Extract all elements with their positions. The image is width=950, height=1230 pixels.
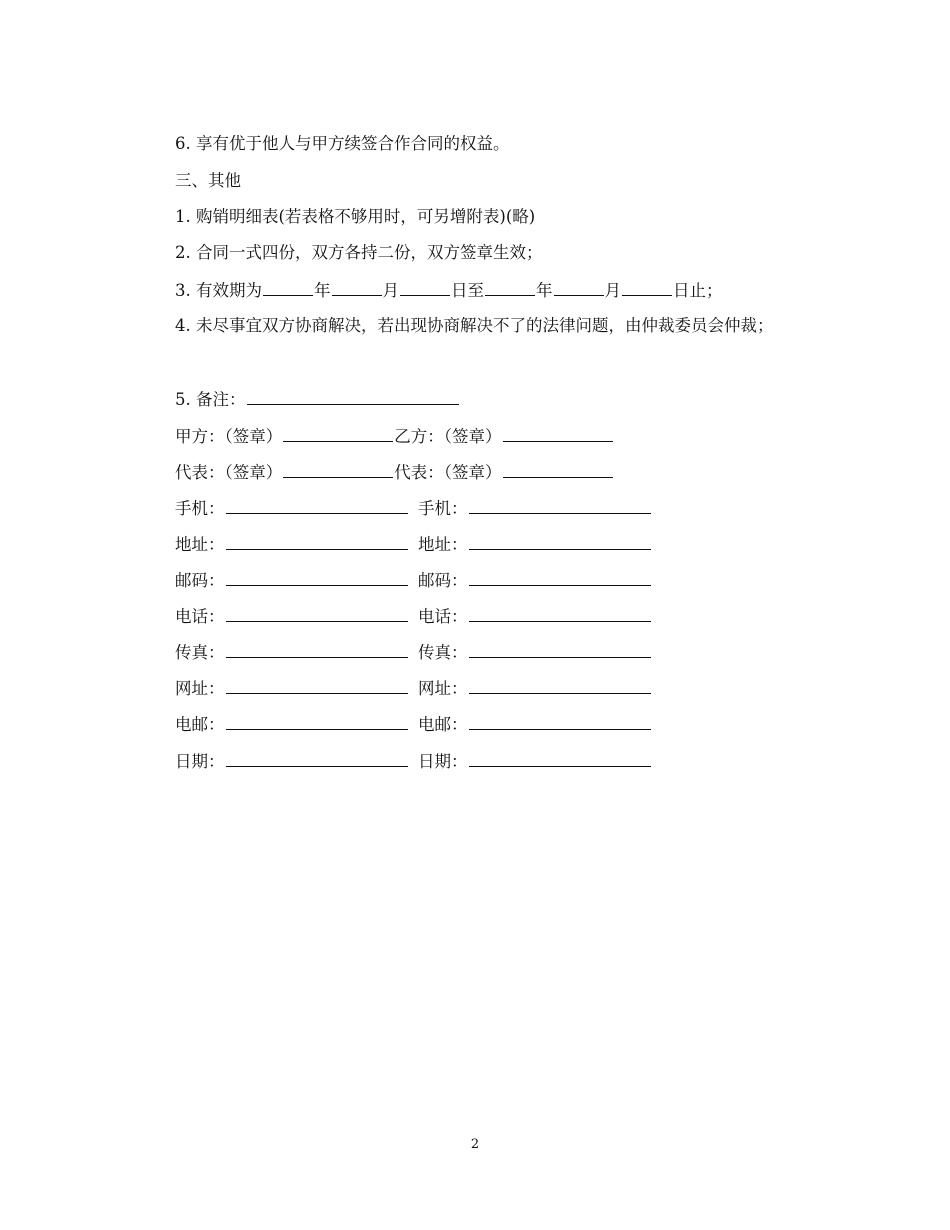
day-label-2: 日止；: [673, 281, 723, 300]
rep-b-label: 代表：（签章）: [394, 463, 502, 482]
field-blank[interactable]: [226, 569, 408, 586]
field-blank[interactable]: [226, 605, 408, 622]
field-blank[interactable]: [226, 641, 408, 658]
party-b-label: 乙方：（签章）: [394, 427, 502, 446]
remark-blank[interactable]: [247, 388, 459, 405]
other-clause-2: 2. 合同一式四份，双方各持二份，双方签章生效；: [175, 243, 543, 262]
field-blank[interactable]: [469, 569, 651, 586]
field-blank[interactable]: [469, 677, 651, 694]
representative-signature-row: [175, 461, 614, 484]
field-blank[interactable]: [226, 713, 408, 730]
field-blank[interactable]: [226, 533, 408, 550]
blank-end-day[interactable]: [622, 279, 672, 296]
fax-field-b: [418, 641, 652, 664]
other-clause-3: [175, 279, 723, 302]
blank-end-month[interactable]: [554, 279, 604, 296]
field-blank[interactable]: [226, 750, 408, 767]
field-label: 电邮：: [175, 715, 225, 734]
day-label-1: 日至: [451, 281, 484, 300]
remark-label: 5. 备注：: [175, 390, 246, 409]
email-field-a: [175, 713, 409, 736]
field-label: 传真：: [418, 643, 468, 662]
postcode-field-a: [175, 569, 409, 592]
rep-a-signature-blank[interactable]: [283, 461, 393, 478]
month-label-1: 月: [382, 281, 399, 300]
year-label-1: 年: [314, 281, 331, 300]
field-label: 日期：: [418, 752, 468, 771]
field-blank[interactable]: [226, 497, 408, 514]
date-field-a: [175, 750, 409, 773]
blank-start-day[interactable]: [400, 279, 450, 296]
blank-start-year[interactable]: [263, 279, 313, 296]
field-blank[interactable]: [469, 641, 651, 658]
blank-start-month[interactable]: [332, 279, 382, 296]
mobile-field-a: [175, 497, 409, 520]
field-label: 传真：: [175, 643, 225, 662]
field-blank[interactable]: [469, 713, 651, 730]
fax-field-a: [175, 641, 409, 664]
party-a-signature-blank[interactable]: [283, 425, 393, 442]
field-label: 邮码：: [418, 571, 468, 590]
phone-field-a: [175, 605, 409, 628]
field-blank[interactable]: [469, 497, 651, 514]
field-label: 日期：: [175, 752, 225, 771]
field-label: 电话：: [418, 607, 468, 626]
month-label-2: 月: [604, 281, 621, 300]
mobile-field-b: [418, 497, 652, 520]
page-number: 2: [470, 1137, 480, 1152]
year-label-2: 年: [536, 281, 553, 300]
field-blank[interactable]: [469, 605, 651, 622]
email-field-b: [418, 713, 652, 736]
validity-prefix: 3. 有效期为: [175, 281, 262, 300]
field-label: 网址：: [175, 679, 225, 698]
field-label: 地址：: [418, 535, 468, 554]
other-clause-1: 1. 购销明细表(若表格不够用时，可另增附表)(略): [175, 207, 536, 226]
blank-end-year[interactable]: [485, 279, 535, 296]
rep-a-label: 代表：（签章）: [175, 463, 283, 482]
field-label: 地址：: [175, 535, 225, 554]
field-label: 网址：: [418, 679, 468, 698]
rep-b-signature-blank[interactable]: [503, 461, 613, 478]
field-blank[interactable]: [226, 677, 408, 694]
party-a-label: 甲方：（签章）: [175, 427, 283, 446]
website-field-a: [175, 677, 409, 700]
other-clause-4: 4. 未尽事宜双方协商解决，若出现协商解决不了的法律问题，由仲裁委员会仲裁；: [175, 316, 774, 335]
field-label: 邮码：: [175, 571, 225, 590]
address-field-b: [418, 533, 652, 556]
party-b-signature-blank[interactable]: [503, 425, 613, 442]
field-blank[interactable]: [469, 533, 651, 550]
field-label: 手机：: [418, 499, 468, 518]
date-field-b: [418, 750, 652, 773]
other-clause-5: [175, 388, 460, 411]
field-label: 手机：: [175, 499, 225, 518]
field-label: 电邮：: [418, 715, 468, 734]
section-title-other: 三、其他: [175, 171, 241, 190]
address-field-a: [175, 533, 409, 556]
field-label: 电话：: [175, 607, 225, 626]
clause-6: 6. 享有优于他人与甲方续签合作合同的权益。: [175, 134, 510, 153]
postcode-field-b: [418, 569, 652, 592]
phone-field-b: [418, 605, 652, 628]
website-field-b: [418, 677, 652, 700]
field-blank[interactable]: [469, 750, 651, 767]
party-signature-row: [175, 425, 614, 448]
